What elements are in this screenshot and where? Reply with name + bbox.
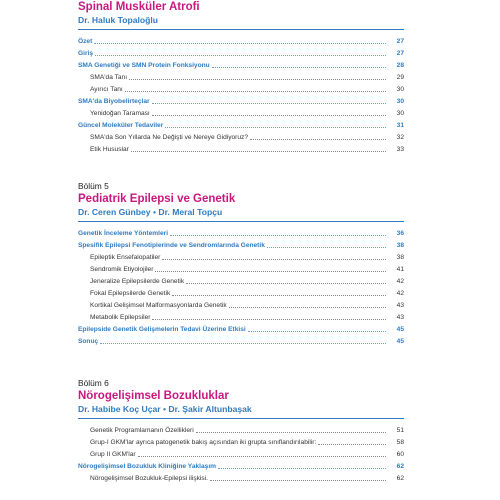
toc-entry-label: Nörogelişimsel Bozukluk Kliniğine Yaklaşım [78, 463, 217, 470]
dot-leader [170, 234, 404, 236]
section-authors [78, 403, 404, 415]
toc-entry[interactable] [78, 447, 404, 459]
toc-section [78, 377, 404, 483]
toc-entry-page: 60 [386, 450, 404, 459]
dot-leader [196, 431, 404, 433]
toc-entry-label: Etik Hususlar [90, 146, 129, 153]
dot-leader [155, 270, 404, 272]
toc-entry-label: Giriş [78, 50, 94, 57]
section-authors [78, 206, 404, 218]
dot-leader [94, 42, 404, 44]
toc-entry[interactable] [78, 94, 404, 106]
dot-leader [218, 467, 404, 469]
dot-leader [250, 138, 404, 140]
toc-entry-page: 30 [386, 109, 404, 118]
toc-entry-label: Grup-I GKM'lar ayrıca patogenetik bakış açısından iki grupta sınıflandırılabilir: [90, 439, 317, 446]
toc-entry-page: 28 [386, 61, 404, 70]
toc-list [78, 226, 404, 346]
toc-entry-page: 27 [386, 49, 404, 58]
section-divider [78, 29, 404, 30]
dot-leader [267, 246, 404, 248]
toc-entry[interactable] [78, 274, 404, 286]
toc-entry[interactable] [78, 471, 404, 483]
dot-leader [248, 330, 404, 332]
toc-entry-page: 30 [386, 85, 404, 94]
dot-leader [125, 90, 404, 92]
toc-entry-label: Grup II GKM'lar [90, 451, 136, 458]
toc-entry-label: Nörogelişimsel Bozukluk-Epilepsi ilişkisi. [90, 475, 208, 482]
toc-list [78, 423, 404, 483]
toc-entry-page: 62 [386, 462, 404, 471]
toc-entry-page: 43 [386, 301, 404, 310]
author-name: Dr. Habibe Koç Uçar [78, 404, 161, 414]
toc-entry[interactable] [78, 82, 404, 94]
toc-entry-page: 42 [386, 289, 404, 298]
toc-entry-label: Özet [78, 38, 93, 45]
toc-entry-label: Genetik Programlamanın Özellikleri [90, 427, 194, 434]
toc-entry[interactable] [78, 250, 404, 262]
toc-entry-page: 29 [386, 73, 404, 82]
toc-entry[interactable] [78, 46, 404, 58]
toc-entry-label: Genetik İnceleme Yöntemleri [78, 230, 169, 237]
section-divider [78, 221, 404, 222]
toc-entry-page: 41 [386, 265, 404, 274]
toc-list [78, 34, 404, 154]
toc-entry[interactable] [78, 58, 404, 70]
toc-entry[interactable] [78, 118, 404, 130]
toc-entry-page: 42 [386, 277, 404, 286]
toc-entry-label: Sendromik Etiyolojiler [90, 266, 154, 273]
toc-entry[interactable] [78, 310, 404, 322]
chapter-label: Bölüm 6 [78, 378, 109, 388]
toc-entry-page: 33 [386, 145, 404, 154]
dot-leader [212, 66, 404, 68]
toc-entry-label: Jeneralize Epilepsilerde Genetik [90, 278, 185, 285]
toc-entry-label: Sonuç [78, 338, 99, 345]
toc-entry-label: Ayırıcı Tanı [90, 86, 123, 93]
dot-leader [162, 258, 404, 260]
toc-entry-label: Fokal Epilepsilerde Genetik [90, 290, 171, 297]
toc-entry-page: 62 [386, 474, 404, 483]
toc-entry-label: Yenidoğan Taraması [90, 110, 150, 117]
section-divider [78, 418, 404, 419]
toc-entry-page: 58 [386, 438, 404, 447]
toc-entry[interactable] [78, 34, 404, 46]
section-title: Nörogelişimsel Bozukluklar [78, 390, 229, 402]
section-title: Pediatrik Epilepsi ve Genetik [78, 193, 236, 205]
dot-leader [152, 318, 404, 320]
dot-leader [100, 342, 404, 344]
toc-entry-page: 45 [386, 337, 404, 346]
toc-entry-label: SMA Genetiği ve SMN Protein Fonksiyonu [78, 62, 210, 69]
author-name: Dr. Ceren Günbey [78, 207, 151, 217]
dot-leader [131, 150, 404, 152]
toc-entry[interactable] [78, 262, 404, 274]
toc-entry[interactable] [78, 334, 404, 346]
toc-entry[interactable] [78, 130, 404, 142]
toc-entry-page: 45 [386, 325, 404, 334]
toc-entry-page: 32 [386, 133, 404, 142]
dot-leader [229, 306, 404, 308]
toc-entry[interactable] [78, 459, 404, 471]
toc-entry-label: Spesifik Epilepsi Fenotiplerinde ve Sendromlarında Genetik [78, 242, 265, 249]
dot-leader [95, 54, 404, 56]
toc-entry-page: 31 [386, 121, 404, 130]
author-name: Dr. Şakir Altunbaşak [168, 404, 252, 414]
author-name: Dr. Meral Topçu [158, 207, 223, 217]
toc-entry-page: 36 [386, 229, 404, 238]
toc-entry-page: 27 [386, 37, 404, 46]
dot-leader [138, 455, 404, 457]
dot-leader [172, 294, 404, 296]
dot-leader [129, 78, 404, 80]
toc-entry-label: SMA'da Biyobelirteçlar [78, 98, 150, 105]
toc-entry-label: Güncel Moleküler Tedaviler [78, 122, 164, 129]
dot-leader [152, 114, 404, 116]
toc-entry-label: Kortikal Gelişimsel Malformasyonlarda Genetik [90, 302, 227, 309]
toc-entry-label: Metabolik Epilepsiler [90, 314, 151, 321]
toc-entry-label: SMA'da Tanı [90, 74, 128, 81]
toc-entry[interactable] [78, 106, 404, 118]
author-separator: • [152, 207, 159, 217]
toc-entry[interactable] [78, 226, 404, 238]
toc-section [78, 180, 404, 346]
toc-entry[interactable] [78, 286, 404, 298]
toc-entry-page: 38 [386, 253, 404, 262]
author-name: Dr. Haluk Topaloğlu [78, 15, 159, 25]
toc-entry[interactable] [78, 70, 404, 82]
dot-leader [186, 282, 404, 284]
toc-entry-label: SMA'da Son Yıllarda Ne Değişti ve Nereye Gidiyoruz? [90, 134, 248, 141]
toc-section [78, 0, 404, 154]
toc-entry[interactable] [78, 238, 404, 250]
section-authors [78, 14, 404, 26]
dot-leader [165, 126, 404, 128]
toc-entry[interactable] [78, 142, 404, 154]
dot-leader [210, 479, 404, 481]
toc-entry[interactable] [78, 298, 404, 310]
toc-entry-page: 38 [386, 241, 404, 250]
chapter-label: Bölüm 5 [78, 181, 109, 191]
toc-entry-page: 30 [386, 97, 404, 106]
toc-entry-page: 43 [386, 313, 404, 322]
dot-leader [152, 102, 404, 104]
toc-entry[interactable] [78, 423, 404, 435]
author-separator: • [163, 404, 169, 414]
toc-entry-page: 51 [386, 426, 404, 435]
toc-entry-label: Epileptik Ensefalopatiler [90, 254, 161, 261]
section-title: Spinal Musküler Atrofi [78, 1, 200, 13]
toc-entry[interactable] [78, 322, 404, 334]
toc-entry-label: Epilepside Genetik Gelişmelerin Tedavi Üzerine Etkisi [78, 326, 246, 333]
toc-entry[interactable] [78, 435, 404, 447]
